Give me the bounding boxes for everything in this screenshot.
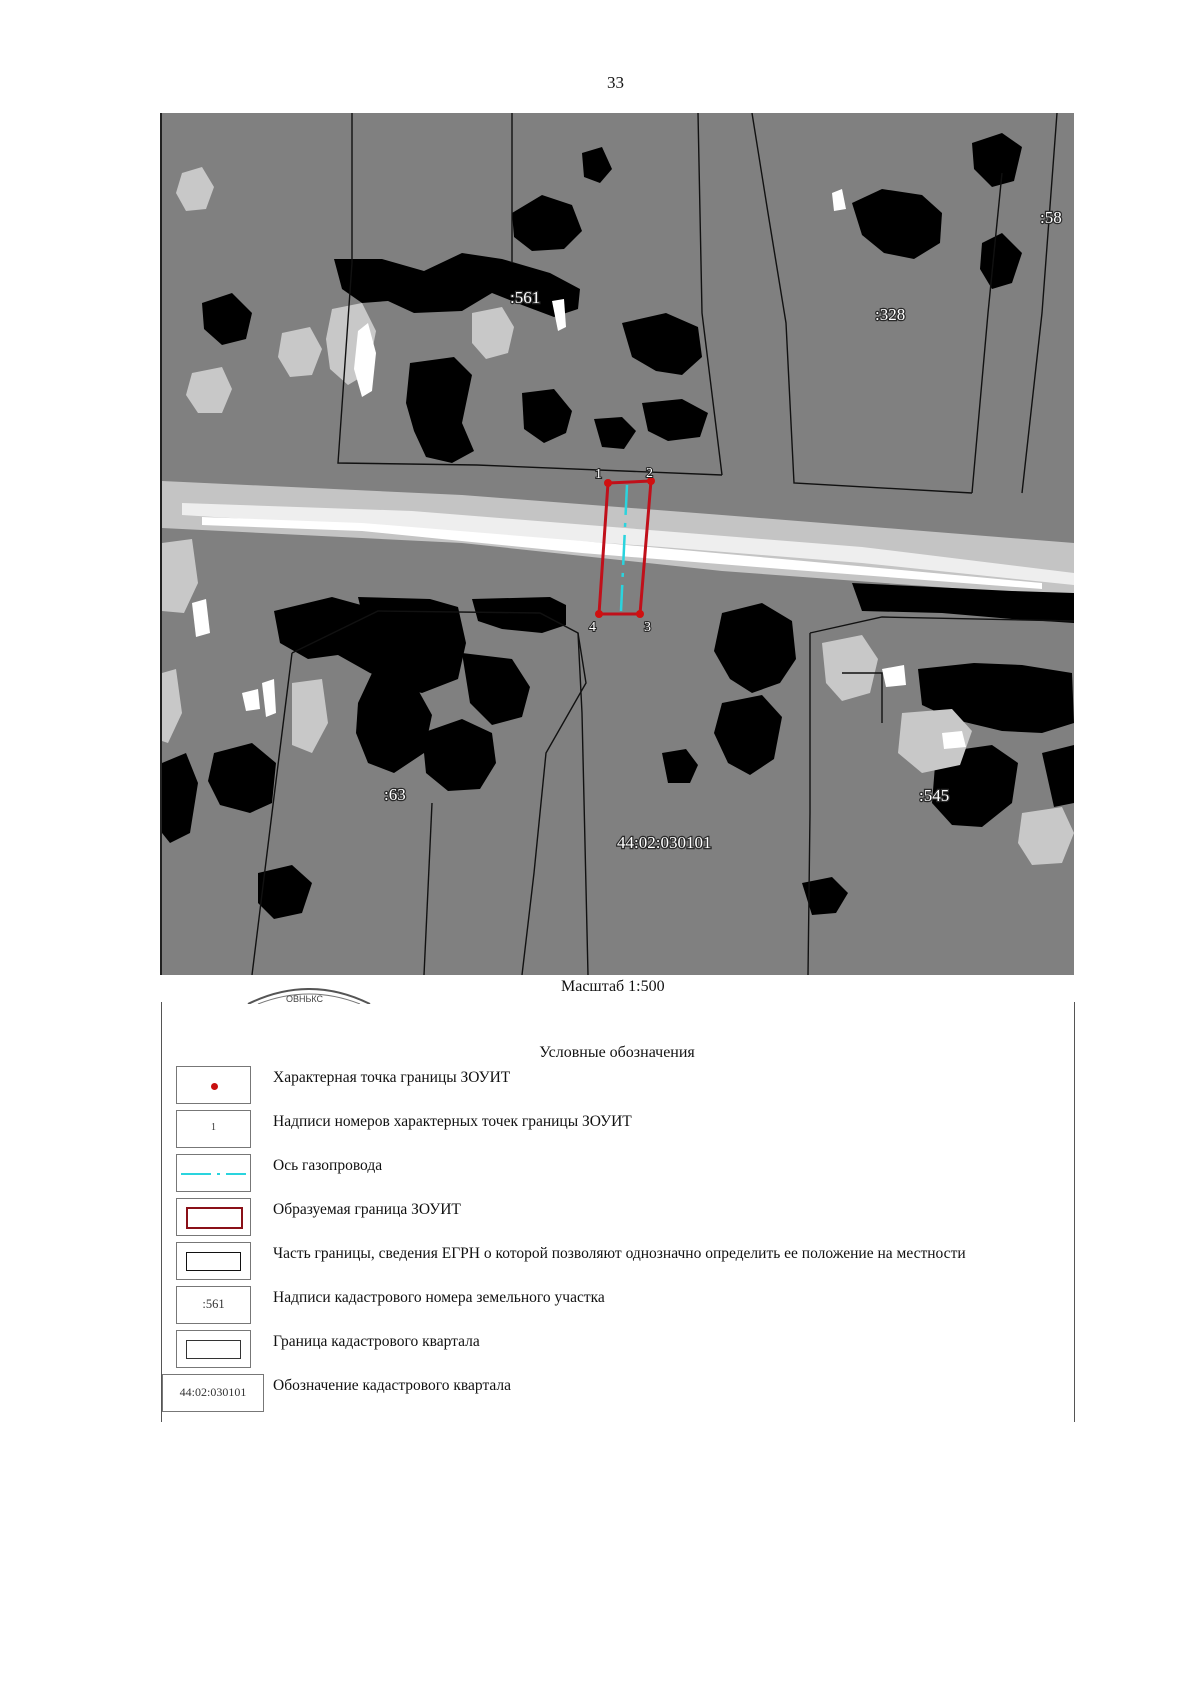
parcel-label-58: :58 (1040, 208, 1062, 227)
legend-title: Условные обозначения (539, 1044, 695, 1061)
legend-text: Ось газопровода (273, 1157, 383, 1174)
legend-text: Характерная точка границы ЗОУИТ (273, 1069, 511, 1086)
red-rectangle-icon (176, 1198, 251, 1236)
parcel-label-63: :63 (384, 785, 406, 804)
legend-text: Образуемая граница ЗОУИТ (273, 1201, 461, 1218)
quarter-number-label-icon: 44:02:030101 (162, 1374, 264, 1412)
black-rectangle-icon (176, 1330, 251, 1368)
parcel-label-545: :545 (919, 786, 950, 805)
legend-text: Часть границы, сведения ЕГРН о которой позволяют однозначно определить ее положение на местности (273, 1245, 966, 1262)
cadastral-map[interactable] (160, 113, 1074, 975)
scale-caption: Масштаб 1:500 (561, 978, 665, 995)
red-point-icon (176, 1066, 251, 1104)
cadastral-number-label-icon: :561 (176, 1286, 251, 1324)
point-number-label-icon: 1 (176, 1110, 251, 1148)
point-label-4: 4 (589, 620, 596, 635)
legend-text: Надписи номеров характерных точек границы ЗОУИТ (273, 1113, 632, 1130)
boundary-point-3 (636, 610, 644, 618)
point-label-3: 3 (644, 620, 651, 635)
parcel-label-328: :328 (875, 305, 906, 324)
legend-text: Надписи кадастрового номера земельного участка (273, 1289, 605, 1306)
page-number: 33 (607, 73, 624, 92)
legend-text: Граница кадастрового квартала (273, 1333, 480, 1350)
black-rectangle-icon (176, 1242, 251, 1280)
quarter-label: 44:02:030101 (617, 833, 712, 852)
stamp-text: ОВНЬКС (286, 994, 324, 1004)
parcel-label-561: :561 (510, 288, 541, 307)
point-label-2: 2 (646, 466, 653, 481)
point-label-1: 1 (595, 467, 602, 482)
legend-text: Обозначение кадастрового квартала (273, 1377, 512, 1394)
boundary-point-4 (595, 610, 603, 618)
boundary-point-1 (604, 479, 612, 487)
gas-axis-dash-icon (176, 1154, 251, 1192)
